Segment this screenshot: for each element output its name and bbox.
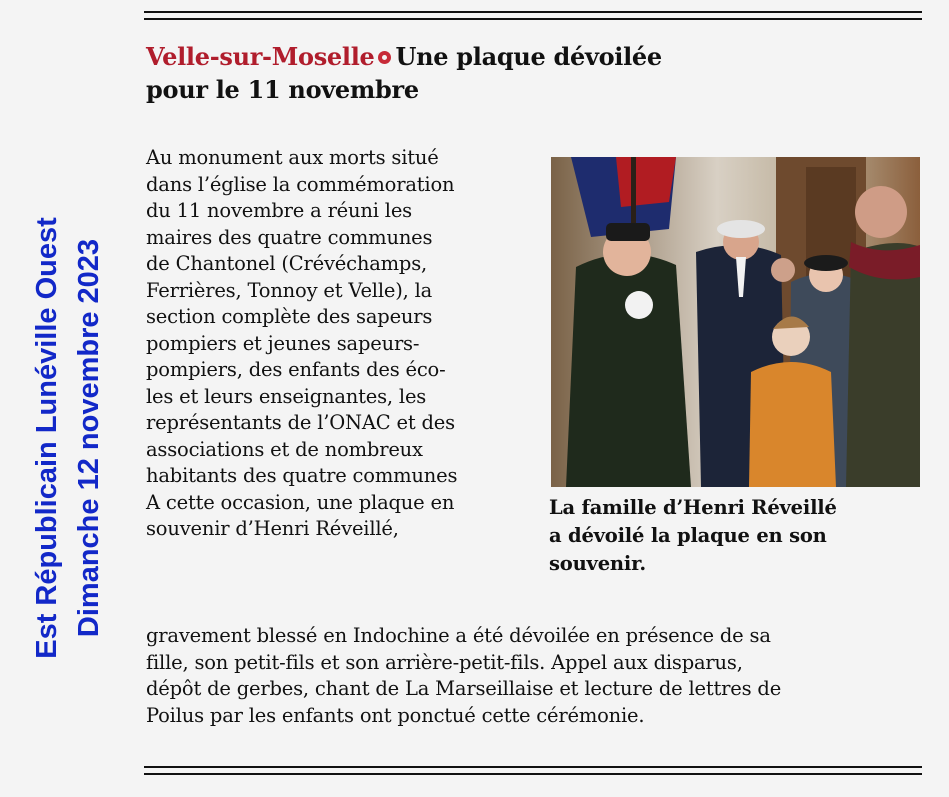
article-body-continued <box>146 623 926 729</box>
article-body-column <box>146 145 541 543</box>
caption-line: souvenir. <box>549 552 646 575</box>
body-line: gravement blessé en Indochine a été dévoilée en présence de sa <box>146 624 771 647</box>
body-line: pompiers, des enfants des éco- <box>146 358 446 381</box>
body-line: maires des quatre communes <box>146 225 433 249</box>
body-line: les et leurs enseignantes, les <box>146 384 427 408</box>
body-line: Ferrières, Tonnoy et Velle), la <box>146 278 433 302</box>
body-line: A cette occasion, une plaque en <box>146 490 455 514</box>
body-line: dans l’église la commémoration <box>146 172 455 196</box>
photo-caption <box>549 494 929 578</box>
body-line: section complète des sapeurs <box>146 305 433 328</box>
bottom-double-rule <box>144 766 922 775</box>
source-date: Dimanche 12 novembre 2023 <box>73 238 105 638</box>
headline-title-line1: Une plaque dévoilée <box>395 42 662 71</box>
source-newspaper: Est Républicain Lunéville Ouest <box>31 217 63 659</box>
body-line: habitants des quatre communes <box>146 464 458 487</box>
headline-title-line2: pour le 11 novembre <box>146 75 419 104</box>
body-line: Au monument aux morts situé <box>146 146 439 169</box>
body-line: fille, son petit-fils et son arrière-petit-fils. Appel aux disparus, <box>146 650 743 674</box>
article-headline <box>146 40 846 106</box>
caption-line: La famille d’Henri Réveillé <box>549 496 837 519</box>
body-line: dépôt de gerbes, chant de La Marseillaise et lecture de lettres de <box>146 677 782 700</box>
source-text <box>26 217 110 659</box>
body-line: Poilus par les enfants ont ponctué cette cérémonie. <box>146 703 645 727</box>
body-line: de Chantonel (Crévéchamps, <box>146 252 428 275</box>
headline-kicker: Velle-sur-Moselle <box>146 42 375 71</box>
body-line: associations et de nombreux <box>146 437 423 461</box>
ceremony-photo-illustration <box>551 157 920 487</box>
body-line: du 11 novembre a réuni les <box>146 199 412 222</box>
body-line: représentants de l’ONAC et des <box>146 411 455 434</box>
bullet-icon <box>378 51 391 64</box>
body-line: pompiers et jeunes sapeurs- <box>146 331 420 355</box>
body-line: souvenir d’Henri Réveillé, <box>146 517 399 540</box>
ceremony-photo <box>551 157 920 487</box>
newspaper-source-label <box>18 0 118 797</box>
caption-line: a dévoilé la plaque en son <box>549 524 827 547</box>
top-double-rule <box>144 11 922 20</box>
